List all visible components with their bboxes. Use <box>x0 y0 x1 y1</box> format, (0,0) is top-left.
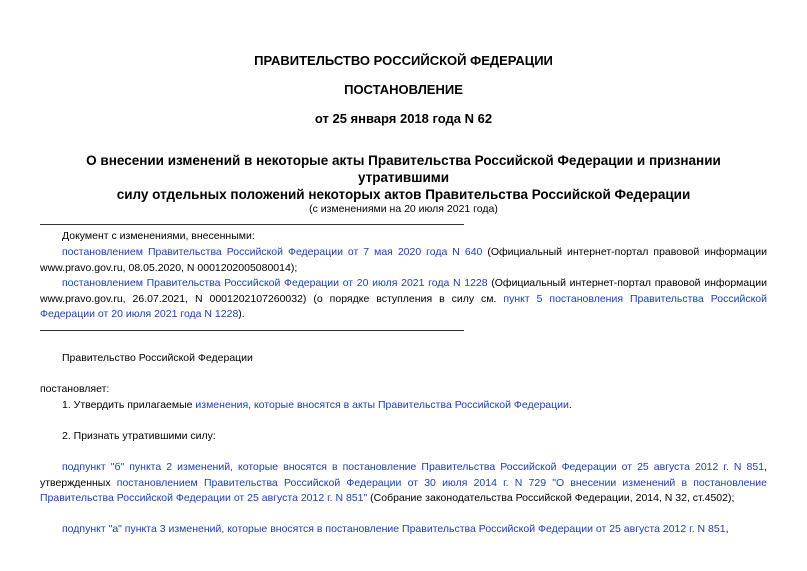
changes-item-2-text: (Официальный интернет-портал правовой информации www.pravo.gov.ru, 26.07.2021, N 0001202107260032) (о порядке вступления в силу см. <box>40 277 767 305</box>
link-decree-729[interactable]: постановлением Правительства Российской Федерации от 30 июля 2014 г. N 729 "О внесении изменений в постановление Правительства Российской Федерации от 25 августа 2012 г. N 851" <box>40 476 768 504</box>
document-title <box>40 152 767 203</box>
date-number-heading: от 25 января 2018 года N 62 <box>314 111 493 126</box>
changes-intro: Документ с изменениями, внесенными: <box>62 230 255 242</box>
changes-item-2 <box>40 276 767 323</box>
changes-item-1 <box>40 245 767 276</box>
government-heading: ПРАВИТЕЛЬСТВО РОССИЙСКОЙ ФЕДЕРАЦИИ <box>254 53 553 68</box>
link-subpoint-a[interactable]: подпункт "а" пункта 3 изменений, которые вносятся в постановление Правительства Российской Федерации от 25 августа 2012 г. N 851 <box>62 523 726 535</box>
subpoint-a <box>40 522 767 538</box>
document-title-line1: О внесении изменений в некоторые акты Правительства Российской Федерации и признании утратившими <box>86 153 721 185</box>
changes-item-1-text: (Официальный интернет-портал правовой информации www.pravo.gov.ru, 08.05.2020, N 0001202005080014); <box>40 246 767 274</box>
issuer-text: Правительство Российской Федерации <box>62 352 253 364</box>
divider-top <box>40 224 464 225</box>
subpoint-b <box>40 460 767 507</box>
link-decree-1228[interactable]: постановлением Правительства Российской Федерации от 20 июля 2021 года N 1228 <box>62 277 488 289</box>
subpoint-a-text: , <box>725 523 729 535</box>
link-decree-640[interactable]: постановлением Правительства Российской Федерации от 7 мая 2020 года N 640 <box>62 246 483 258</box>
decrees-text: постановляет: <box>40 383 110 395</box>
link-approved-changes[interactable]: изменения, которые вносятся в акты Правительства Российской Федерации <box>195 399 569 411</box>
point-2: 2. Признать утратившими силу: <box>62 430 216 442</box>
point-1 <box>40 398 767 414</box>
divider-bottom <box>40 330 464 331</box>
revision-note: (с изменениями на 20 июля 2021 года) <box>309 203 498 215</box>
link-decree-1228-point5[interactable]: пункт 5 постановления Правительства Российской Федерации от 20 июля 2021 года N 1228 <box>40 292 767 320</box>
point-1-end: . <box>568 399 572 411</box>
changes-item-2-end: ). <box>238 308 245 320</box>
point-1-text: 1. Утвердить прилагаемые <box>62 399 196 411</box>
link-subpoint-b[interactable]: подпункт "б" пункта 2 изменений, которые вносятся в постановление Правительства Российской Федерации от 25 августа 2012 г. N 851 <box>62 461 765 473</box>
doc-type-heading: ПОСТАНОВЛЕНИЕ <box>344 82 463 97</box>
document-title-line2: силу отдельных положений некоторых актов Правительства Российской Федерации <box>116 187 691 202</box>
subpoint-b-end: (Собрание законодательства Российской Федерации, 2014, N 32, ст.4502); <box>367 492 735 504</box>
subpoint-b-text: , утвержденных <box>40 461 767 489</box>
